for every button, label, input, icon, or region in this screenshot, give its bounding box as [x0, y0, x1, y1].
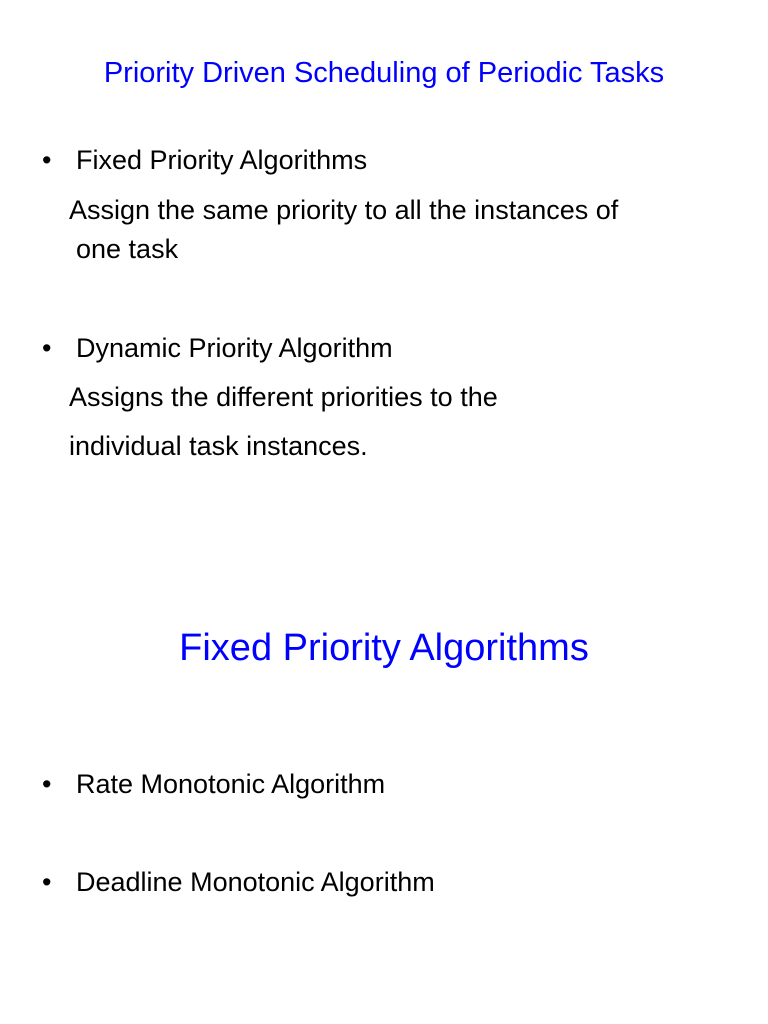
- bullet-description-line: one task: [76, 234, 179, 264]
- bullet-icon: •: [42, 333, 52, 363]
- bullet-icon: •: [42, 769, 52, 799]
- bullet-description-line: Assign the same priority to all the instances of: [69, 195, 619, 225]
- bullet-label: Rate Monotonic Algorithm: [76, 769, 386, 799]
- bullet-icon: •: [42, 867, 52, 897]
- bullet-description-line: individual task instances.: [69, 431, 368, 461]
- bullet-label: Deadline Monotonic Algorithm: [76, 867, 435, 897]
- bullet-label: Dynamic Priority Algorithm: [76, 333, 393, 363]
- slide-1-title: Priority Driven Scheduling of Periodic Tasks: [103, 57, 665, 89]
- slide-2-title: Fixed Priority Algorithms: [179, 627, 589, 669]
- bullet-icon: •: [42, 145, 52, 175]
- bullet-description-line: Assigns the different priorities to the: [69, 382, 498, 412]
- bullet-label: Fixed Priority Algorithms: [76, 145, 368, 175]
